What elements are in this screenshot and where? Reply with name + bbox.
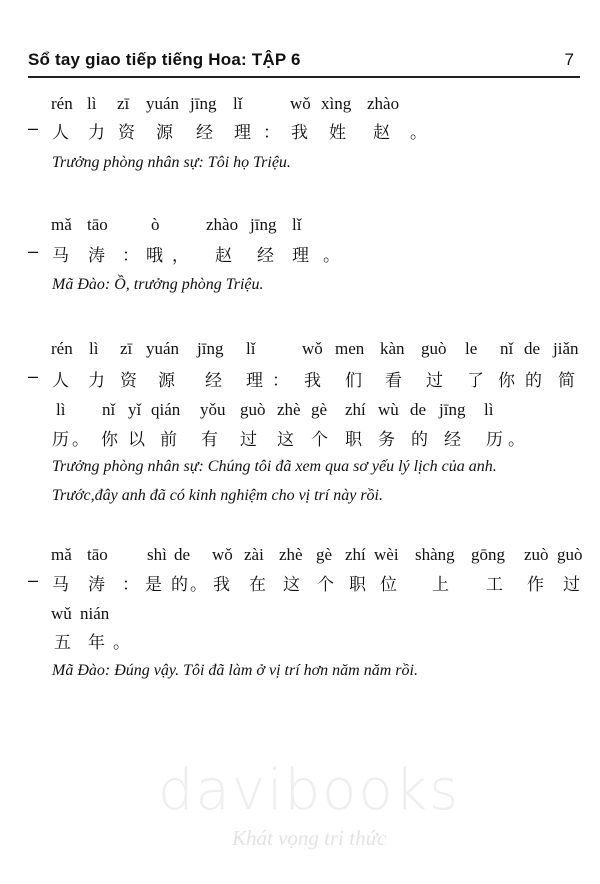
pinyin-line: wǔ nián bbox=[51, 604, 110, 623]
page-number: 7 bbox=[564, 50, 574, 69]
hanzi-line: 马 涛 ： 是 的 。 我 在 这 个 职 位 上 工 作 过 bbox=[52, 575, 580, 595]
pinyin-line: mǎ tāo shì de wǒ zài zhè gè zhí wèi shàng gōng zuò guò bbox=[51, 545, 583, 564]
hanzi-line: 马 涛 ： 哦 ， 赵 经 理 。 bbox=[52, 246, 340, 266]
dialogue-dash: – bbox=[28, 118, 39, 138]
hanzi-line: 人 力 资 源 经 理 ： 我 姓 赵 。 bbox=[52, 123, 427, 143]
pinyin-line: lì nǐ yǐ qián yǒu guò zhè gè zhí wù de jīng lì bbox=[56, 400, 494, 419]
watermark-logo: davibooks bbox=[158, 758, 461, 823]
dialogue-dash: – bbox=[28, 241, 39, 261]
translation: Mã Đào: Đúng vậy. Tôi đã làm ở vị trí hơn năm năm rồi. bbox=[52, 662, 418, 679]
pinyin-line: rén lì zī yuán jīng lǐ wǒ xìng zhào bbox=[51, 94, 400, 113]
watermark-tagline: Khát vọng tri thức bbox=[232, 826, 387, 850]
translation: Trước,đây anh đã có kinh nghiệm cho vị trí này rồi. bbox=[52, 487, 383, 504]
dialogue-dash: – bbox=[28, 570, 39, 590]
hanzi-line: 历 。 你 以 前 有 过 这 个 职 务 的 经 历 。 bbox=[52, 430, 525, 450]
book-title: Sổ tay giao tiếp tiếng Hoa: TẬP 6 bbox=[28, 50, 301, 69]
pinyin-line: mǎ tāo ò zhào jīng lǐ bbox=[51, 215, 302, 234]
pinyin-line: rén lì zī yuán jīng lǐ wǒ men kàn guò le nǐ de jiǎn bbox=[51, 339, 579, 358]
hanzi-line: 五 年 。 bbox=[54, 633, 130, 653]
page-header bbox=[28, 50, 580, 78]
translation: Trưởng phòng nhân sự: Chúng tôi đã xem qua sơ yếu lý lịch của anh. bbox=[52, 458, 497, 475]
hanzi-line: 人 力 资 源 经 理 ： 我 们 看 过 了 你 的 简 bbox=[52, 371, 575, 391]
dialogue-dash: – bbox=[28, 366, 39, 386]
translation: Mã Đào: Ồ, trưởng phòng Triệu. bbox=[52, 276, 264, 293]
translation: Trưởng phòng nhân sự: Tôi họ Triệu. bbox=[52, 154, 291, 171]
